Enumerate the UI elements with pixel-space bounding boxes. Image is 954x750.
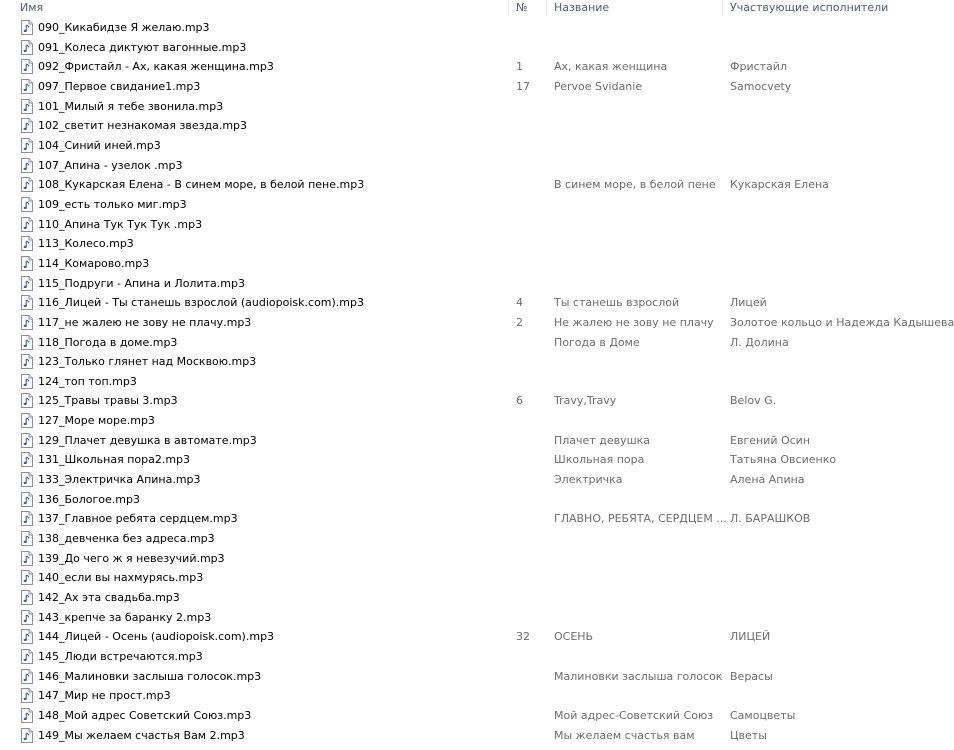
file-row[interactable] [0, 372, 902, 392]
file-name: 133_Электричка Апина.mp3 [38, 473, 201, 487]
track-title: Погода в Доме [554, 335, 640, 349]
audio-file-icon [21, 138, 33, 153]
file-row[interactable] [0, 667, 902, 687]
audio-file-icon [21, 688, 33, 703]
file-name: 102_светит незнакомая звезда.mp3 [38, 119, 248, 133]
file-row[interactable] [0, 254, 902, 274]
file-row[interactable] [0, 116, 902, 136]
file-row[interactable] [0, 686, 902, 706]
track-title [554, 352, 722, 372]
track-title [554, 549, 722, 569]
track-number [516, 686, 548, 706]
track-title: Travy,Travy [554, 394, 617, 408]
file-name: 140_если вы нахмурясь.mp3 [38, 571, 204, 585]
track-title: Школьная пора [554, 453, 645, 467]
track-number [516, 706, 548, 726]
track-artist [730, 352, 902, 372]
file-name: 116_Лицей - Ты станешь взрослой (audiopoisk.com).mp3 [38, 296, 364, 310]
audio-file-icon [21, 99, 33, 114]
audio-file-icon [21, 570, 33, 585]
file-name: 107_Апина - узелок .mp3 [38, 158, 183, 172]
file-name: 145_Люди встречаются.mp3 [38, 650, 203, 663]
track-artist [730, 234, 902, 254]
audio-file-icon [21, 295, 33, 310]
file-name: 125_Травы травы 3.mp3 [38, 394, 178, 408]
audio-file-icon [21, 452, 33, 467]
track-title: Pervoe Svidanie [554, 79, 643, 93]
track-number [516, 274, 548, 294]
track-title: Не жалею не зову не плачу [554, 315, 714, 329]
file-row[interactable] [0, 608, 902, 628]
track-title [554, 195, 722, 215]
audio-file-icon [21, 197, 33, 212]
file-row[interactable] [0, 509, 902, 529]
file-name: 097_Первое свидание1.mp3 [38, 79, 201, 93]
track-number: 32 [516, 630, 530, 644]
audio-file-icon [21, 590, 33, 605]
track-title: Мы желаем счастья вам [554, 728, 695, 742]
file-row[interactable] [0, 411, 902, 431]
track-artist: Л. БАРАШКОВ [730, 512, 811, 526]
audio-file-icon [21, 177, 33, 192]
file-row[interactable] [0, 38, 902, 58]
track-artist [730, 215, 902, 235]
track-title: Плачет девушка [554, 433, 651, 447]
track-number [516, 136, 548, 156]
file-name: 109_есть только миг.mp3 [38, 197, 187, 211]
file-name: 136_Бологое.mp3 [38, 492, 141, 506]
file-row[interactable] [0, 274, 902, 294]
audio-file-icon [21, 158, 33, 173]
track-title [554, 18, 722, 38]
file-row[interactable] [0, 529, 902, 549]
column-header-artists[interactable]: Участвующие исполнители [730, 1, 889, 14]
track-number [516, 431, 548, 451]
track-artist: Золотое кольцо и Надежда Кадышева [730, 315, 954, 329]
track-artist: Самоцветы [730, 708, 796, 722]
file-row[interactable] [0, 431, 902, 451]
file-row[interactable] [0, 18, 902, 38]
file-name: 114_Комарово.mp3 [38, 256, 150, 270]
audio-file-icon [21, 217, 33, 232]
file-row[interactable] [0, 647, 902, 667]
track-title [554, 136, 722, 156]
track-artist [730, 38, 902, 58]
track-number: 17 [516, 79, 530, 93]
audio-file-icon [21, 669, 33, 684]
track-title [554, 588, 722, 608]
track-artist: Л. Долина [730, 335, 789, 349]
file-name: 127_Море море.mp3 [38, 414, 155, 428]
audio-file-icon [21, 256, 33, 271]
audio-file-icon [21, 79, 33, 94]
file-name: 101_Милый я тебе звонила.mp3 [38, 99, 224, 113]
track-artist [730, 529, 902, 549]
track-title [554, 490, 722, 510]
track-artist [730, 490, 902, 510]
track-number [516, 509, 548, 529]
column-divider[interactable] [546, 0, 547, 16]
file-list [0, 18, 954, 745]
track-number [516, 116, 548, 136]
track-artist [730, 274, 902, 294]
audio-file-icon [21, 59, 33, 74]
file-row[interactable] [0, 588, 902, 608]
file-row[interactable] [0, 97, 902, 117]
track-title [554, 38, 722, 58]
track-number [516, 234, 548, 254]
track-artist: Кукарская Елена [730, 178, 829, 192]
track-title [554, 254, 722, 274]
track-title [554, 529, 722, 549]
track-title [554, 116, 722, 136]
track-number [516, 588, 548, 608]
track-artist [730, 686, 902, 706]
file-name: 146_Малиновки заслыша голосок.mp3 [38, 669, 262, 683]
file-name: 113_Колесо.mp3 [38, 237, 134, 251]
audio-file-icon [21, 472, 33, 487]
file-name: 138_девченка без адреса.mp3 [38, 532, 215, 546]
track-number [516, 195, 548, 215]
track-number [516, 18, 548, 38]
track-number [516, 529, 548, 549]
track-number [516, 411, 548, 431]
file-name: 123_Только глянет над Москвою.mp3 [38, 355, 257, 369]
track-artist: Верасы [730, 669, 773, 683]
track-title [554, 608, 722, 628]
track-artist: ЛИЦЕЙ [730, 630, 771, 644]
file-row[interactable] [0, 450, 902, 470]
audio-file-icon [21, 315, 33, 330]
file-row[interactable] [0, 175, 902, 195]
track-number: 4 [516, 296, 523, 310]
track-artist [730, 156, 902, 176]
track-artist [730, 372, 902, 392]
track-artist [730, 136, 902, 156]
file-row[interactable] [0, 391, 902, 411]
track-number [516, 549, 548, 569]
track-title: Электричка [554, 473, 623, 487]
audio-file-icon [21, 728, 33, 743]
audio-file-icon [21, 40, 33, 55]
audio-file-icon [21, 610, 33, 625]
track-title [554, 215, 722, 235]
column-divider[interactable] [722, 0, 723, 16]
track-artist: Belov G. [730, 394, 777, 408]
track-number [516, 726, 548, 746]
track-title [554, 274, 722, 294]
track-artist [730, 97, 902, 117]
audio-file-icon [21, 492, 33, 507]
file-row[interactable] [0, 156, 902, 176]
file-name: 124_топ топ.mp3 [38, 374, 137, 388]
track-artist: Цветы [730, 728, 767, 742]
track-number: 6 [516, 394, 523, 408]
track-title [554, 97, 722, 117]
track-title: Малиновки заслыша голосок [554, 669, 723, 683]
file-row[interactable] [0, 234, 902, 254]
file-row[interactable] [0, 195, 902, 215]
track-title [554, 568, 722, 588]
file-name: 131_Школьная пора2.mp3 [38, 453, 191, 467]
track-title [554, 156, 722, 176]
track-title: Ты станешь взрослой [554, 296, 680, 310]
audio-file-icon [21, 236, 33, 251]
track-title: В синем море, в белой пене [554, 178, 716, 192]
track-title [554, 647, 722, 667]
file-row[interactable] [0, 490, 902, 510]
track-title: ГЛАВНО, РЕБЯТА, СЕРДЦЕМ ... [554, 512, 727, 526]
audio-file-icon [21, 20, 33, 35]
track-artist [730, 116, 902, 136]
column-divider[interactable] [508, 0, 509, 16]
track-number [516, 667, 548, 687]
track-title [554, 411, 722, 431]
track-number [516, 450, 548, 470]
track-number [516, 175, 548, 195]
track-artist [730, 647, 902, 667]
file-name: 147_Мир не прост.mp3 [38, 689, 171, 703]
track-title [554, 372, 722, 392]
file-name: 149_Мы желаем счастья Вам 2.mp3 [38, 728, 245, 742]
file-name: 115_Подруги - Апина и Лолита.mp3 [38, 276, 245, 290]
audio-file-icon [21, 629, 33, 644]
track-number [516, 568, 548, 588]
file-name: 110_Апина Тук Тук Тук .mp3 [38, 217, 203, 231]
track-title: Ах, какая женщина [554, 60, 668, 74]
track-artist [730, 411, 902, 431]
column-header-title[interactable]: Название [554, 1, 610, 14]
audio-file-icon [21, 531, 33, 546]
file-name: 117_не жалею не зову не плачу.mp3 [38, 315, 252, 329]
track-title [554, 234, 722, 254]
track-number [516, 38, 548, 58]
track-title: Мой адрес-Советский Союз [554, 708, 714, 722]
file-name: 091_Колеса диктуют вагонные.mp3 [38, 40, 247, 54]
audio-file-icon [21, 649, 33, 664]
track-number [516, 333, 548, 353]
file-row[interactable] [0, 293, 902, 313]
audio-file-icon [21, 393, 33, 408]
audio-file-icon [21, 374, 33, 389]
track-artist: Евгений Осин [730, 433, 811, 447]
audio-file-icon [21, 433, 33, 448]
track-number [516, 647, 548, 667]
track-artist [730, 254, 902, 274]
track-artist [730, 549, 902, 569]
file-name: 137_Главное ребята сердцем.mp3 [38, 512, 238, 526]
track-number [516, 156, 548, 176]
file-row[interactable] [0, 215, 902, 235]
track-artist: Алена Апина [730, 473, 805, 487]
column-header-name[interactable]: Имя [20, 1, 44, 14]
file-name: 108_Кукарская Елена - В синем море, в белой пене.mp3 [38, 178, 365, 192]
track-artist: Фристайл [730, 60, 787, 74]
track-number [516, 352, 548, 372]
file-name: 142_Ах эта свадьба.mp3 [38, 591, 180, 605]
track-artist [730, 608, 902, 628]
track-number: 2 [516, 315, 523, 329]
file-name: 129_Плачет девушка в автомате.mp3 [38, 433, 257, 447]
file-name: 143_крепче за баранку 2.mp3 [38, 610, 212, 624]
file-name: 092_Фристайл - Ах, какая женщина.mp3 [38, 60, 274, 74]
file-row[interactable] [0, 77, 902, 97]
audio-file-icon [21, 413, 33, 428]
file-row[interactable] [0, 549, 902, 569]
track-artist: Татьяна Овсиенко [730, 453, 837, 467]
track-number: 1 [516, 60, 523, 74]
file-row[interactable] [0, 706, 902, 726]
file-row[interactable] [0, 726, 902, 746]
track-number [516, 254, 548, 274]
track-title [554, 686, 722, 706]
audio-file-icon [21, 511, 33, 526]
column-header-number[interactable]: № [516, 1, 528, 14]
file-row[interactable] [0, 627, 902, 647]
track-artist [730, 588, 902, 608]
track-number [516, 470, 548, 490]
track-artist [730, 195, 902, 215]
track-artist: Samocvety [730, 79, 792, 93]
file-name: 090_Кикабидзе Я желаю.mp3 [38, 21, 210, 34]
track-title: ОСЕНЬ [554, 630, 594, 644]
file-row[interactable] [0, 333, 902, 353]
file-row[interactable] [0, 313, 954, 333]
file-row[interactable] [0, 470, 902, 490]
file-name: 144_Лицей - Осень (audiopoisk.com).mp3 [38, 630, 275, 644]
file-row[interactable] [0, 352, 902, 372]
track-artist [730, 18, 902, 38]
track-number [516, 215, 548, 235]
track-number [516, 490, 548, 510]
track-artist: Лицей [730, 296, 767, 310]
file-name: 104_Синий иней.mp3 [38, 138, 161, 152]
audio-file-icon [21, 708, 33, 723]
file-row[interactable] [0, 136, 902, 156]
file-row[interactable] [0, 57, 902, 77]
audio-file-icon [21, 551, 33, 566]
file-name: 148_Мой адрес Советский Союз.mp3 [38, 708, 252, 722]
column-header-bar [0, 0, 902, 16]
audio-file-icon [21, 276, 33, 291]
file-row[interactable] [0, 568, 902, 588]
track-number [516, 372, 548, 392]
track-number [516, 608, 548, 628]
audio-file-icon [21, 335, 33, 350]
file-name: 118_Погода в доме.mp3 [38, 335, 178, 349]
track-number [516, 97, 548, 117]
track-artist [730, 568, 902, 588]
audio-file-icon [21, 354, 33, 369]
file-name: 139_До чего ж я невезучий.mp3 [38, 551, 225, 565]
audio-file-icon [21, 118, 33, 133]
